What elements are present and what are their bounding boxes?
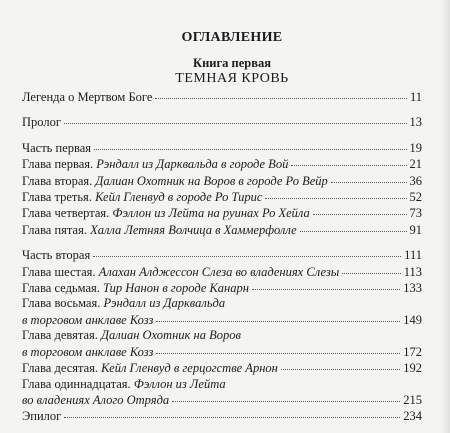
toc-entry-subtitle: Алахан Алджессон Слеза во владениях Слезы	[98, 264, 340, 279]
toc-page-number: 133	[403, 281, 422, 296]
book-label: Книга первая	[193, 56, 271, 70]
toc-entry-label: Глава третья.	[22, 190, 96, 205]
toc-entry-subtitle: Рэндалл из Дарквальда в городе Вой	[96, 157, 289, 172]
toc-page-number: 234	[403, 409, 422, 424]
toc-entry-title	[22, 361, 278, 376]
toc-entry-label: Глава восьмая.	[22, 296, 104, 311]
toc-entry-label: Пролог	[22, 115, 61, 130]
toc-dot-leader	[93, 245, 401, 257]
toc-entry	[22, 408, 422, 424]
toc-dot-leader	[252, 278, 400, 290]
toc-page-number: 149	[403, 312, 422, 327]
toc-dot-leader	[300, 220, 407, 232]
toc-entry-label: Глава седьмая.	[22, 281, 103, 296]
toc-page-number: 192	[403, 361, 422, 376]
toc-page-number: 73	[409, 206, 422, 221]
toc-entry-label: Часть первая	[22, 140, 92, 155]
toc-dot-leader	[156, 310, 400, 322]
book-title: ТЕМНАЯ КРОВЬ	[175, 71, 289, 86]
toc-entry	[22, 280, 422, 296]
toc-entry-label: Глава шестая.	[22, 264, 99, 279]
toc-entry-title	[22, 90, 152, 105]
toc-dot-leader	[291, 154, 406, 166]
toc-page-number: 36	[409, 173, 422, 188]
toc-page-number: 13	[409, 115, 422, 130]
toc-entry-label: Глава пятая.	[22, 222, 91, 237]
toc-dot-leader	[331, 171, 407, 183]
toc-entry-label: Глава первая.	[22, 157, 97, 172]
toc-dot-leader	[342, 262, 401, 274]
toc-entry	[22, 89, 422, 105]
toc-dot-leader	[281, 358, 400, 370]
toc-entry-title	[22, 115, 61, 130]
toc-entry-subtitle: в торговом анклаве Козз	[22, 344, 154, 359]
toc-entry-title	[22, 223, 297, 238]
toc-dot-leader	[155, 87, 407, 99]
toc-entry-title	[22, 248, 90, 263]
toc-page-number: 11	[409, 90, 422, 104]
toc-page-number: 215	[403, 392, 422, 407]
toc-heading: ОГЛАВЛЕНИЕ	[181, 30, 283, 45]
toc-entry-title	[22, 157, 288, 172]
toc-entry-subtitle: Фэллон из Лейта на руинах Ро Хейла	[112, 206, 310, 221]
toc-entry-subtitle: Кейл Гленвуд в городе Ро Тирис	[95, 190, 263, 205]
toc-entry-subtitle: в торговом анклаве Козз	[22, 312, 154, 327]
toc-entry-label: Глава десятая.	[22, 361, 102, 376]
toc-dot-leader	[265, 187, 406, 199]
toc-page-number: 21	[409, 157, 422, 172]
toc-page-number: 111	[404, 248, 422, 263]
toc-entry-title	[22, 141, 91, 156]
toc-entry-label: Часть вторая	[22, 248, 91, 263]
toc-entry-label: Эпилог	[22, 409, 62, 424]
toc-dot-leader	[94, 138, 406, 150]
toc-entry-title	[22, 313, 153, 328]
toc-dot-leader	[64, 112, 407, 124]
toc-page-number: 52	[409, 190, 422, 205]
toc-page-number: 91	[409, 222, 422, 237]
toc-page-number: 172	[403, 344, 422, 359]
toc-entry-subtitle: Далиан Охотник на Воров	[101, 328, 241, 343]
toc-dot-leader	[156, 342, 400, 354]
toc-entry-subtitle: Кейл Гленвуд в герцогстве Арнон	[101, 361, 278, 376]
toc-entry-subtitle: Халла Летняя Волчица в Хаммерфолле	[90, 222, 297, 237]
page-edge-shadow	[440, 0, 450, 433]
toc-entry	[22, 312, 422, 328]
toc-entry-title	[22, 206, 310, 221]
toc-entry-label: Глава одиннадцатая.	[22, 376, 134, 391]
toc-entry-label: Глава вторая.	[22, 173, 96, 188]
toc-entry-title	[22, 345, 153, 360]
toc-entry-title	[22, 409, 61, 424]
toc-dot-leader	[313, 203, 407, 215]
toc-entry-subtitle: Тир Нанон в городе Канарн	[103, 281, 249, 296]
toc-entry-label: Глава четвертая.	[22, 206, 113, 221]
toc-dot-leader	[64, 406, 400, 418]
toc-list	[22, 89, 422, 425]
toc-page-number: 19	[409, 140, 422, 155]
toc-page-number: 113	[403, 264, 422, 279]
toc-entry	[22, 114, 422, 130]
toc-entry-subtitle: Далиан Охотник на Воров в городе Ро Вейр	[95, 173, 328, 188]
toc-dot-leader	[172, 390, 400, 402]
toc-entry-subtitle: Рэндалл из Дарквальда	[103, 296, 226, 311]
toc-entry	[22, 360, 422, 376]
toc-entry-title	[22, 281, 249, 296]
toc-entry-label: Глава девятая.	[22, 328, 102, 343]
toc-entry-label: Легенда о Мертвом Боге	[22, 90, 153, 104]
toc-entry	[22, 222, 422, 238]
toc-entry-title	[22, 190, 262, 205]
table-of-contents-page	[22, 30, 422, 425]
toc-entry-subtitle: Фэллон из Лейта	[133, 376, 226, 391]
toc-entry-subtitle: во владениях Алого Отряда	[22, 392, 170, 407]
